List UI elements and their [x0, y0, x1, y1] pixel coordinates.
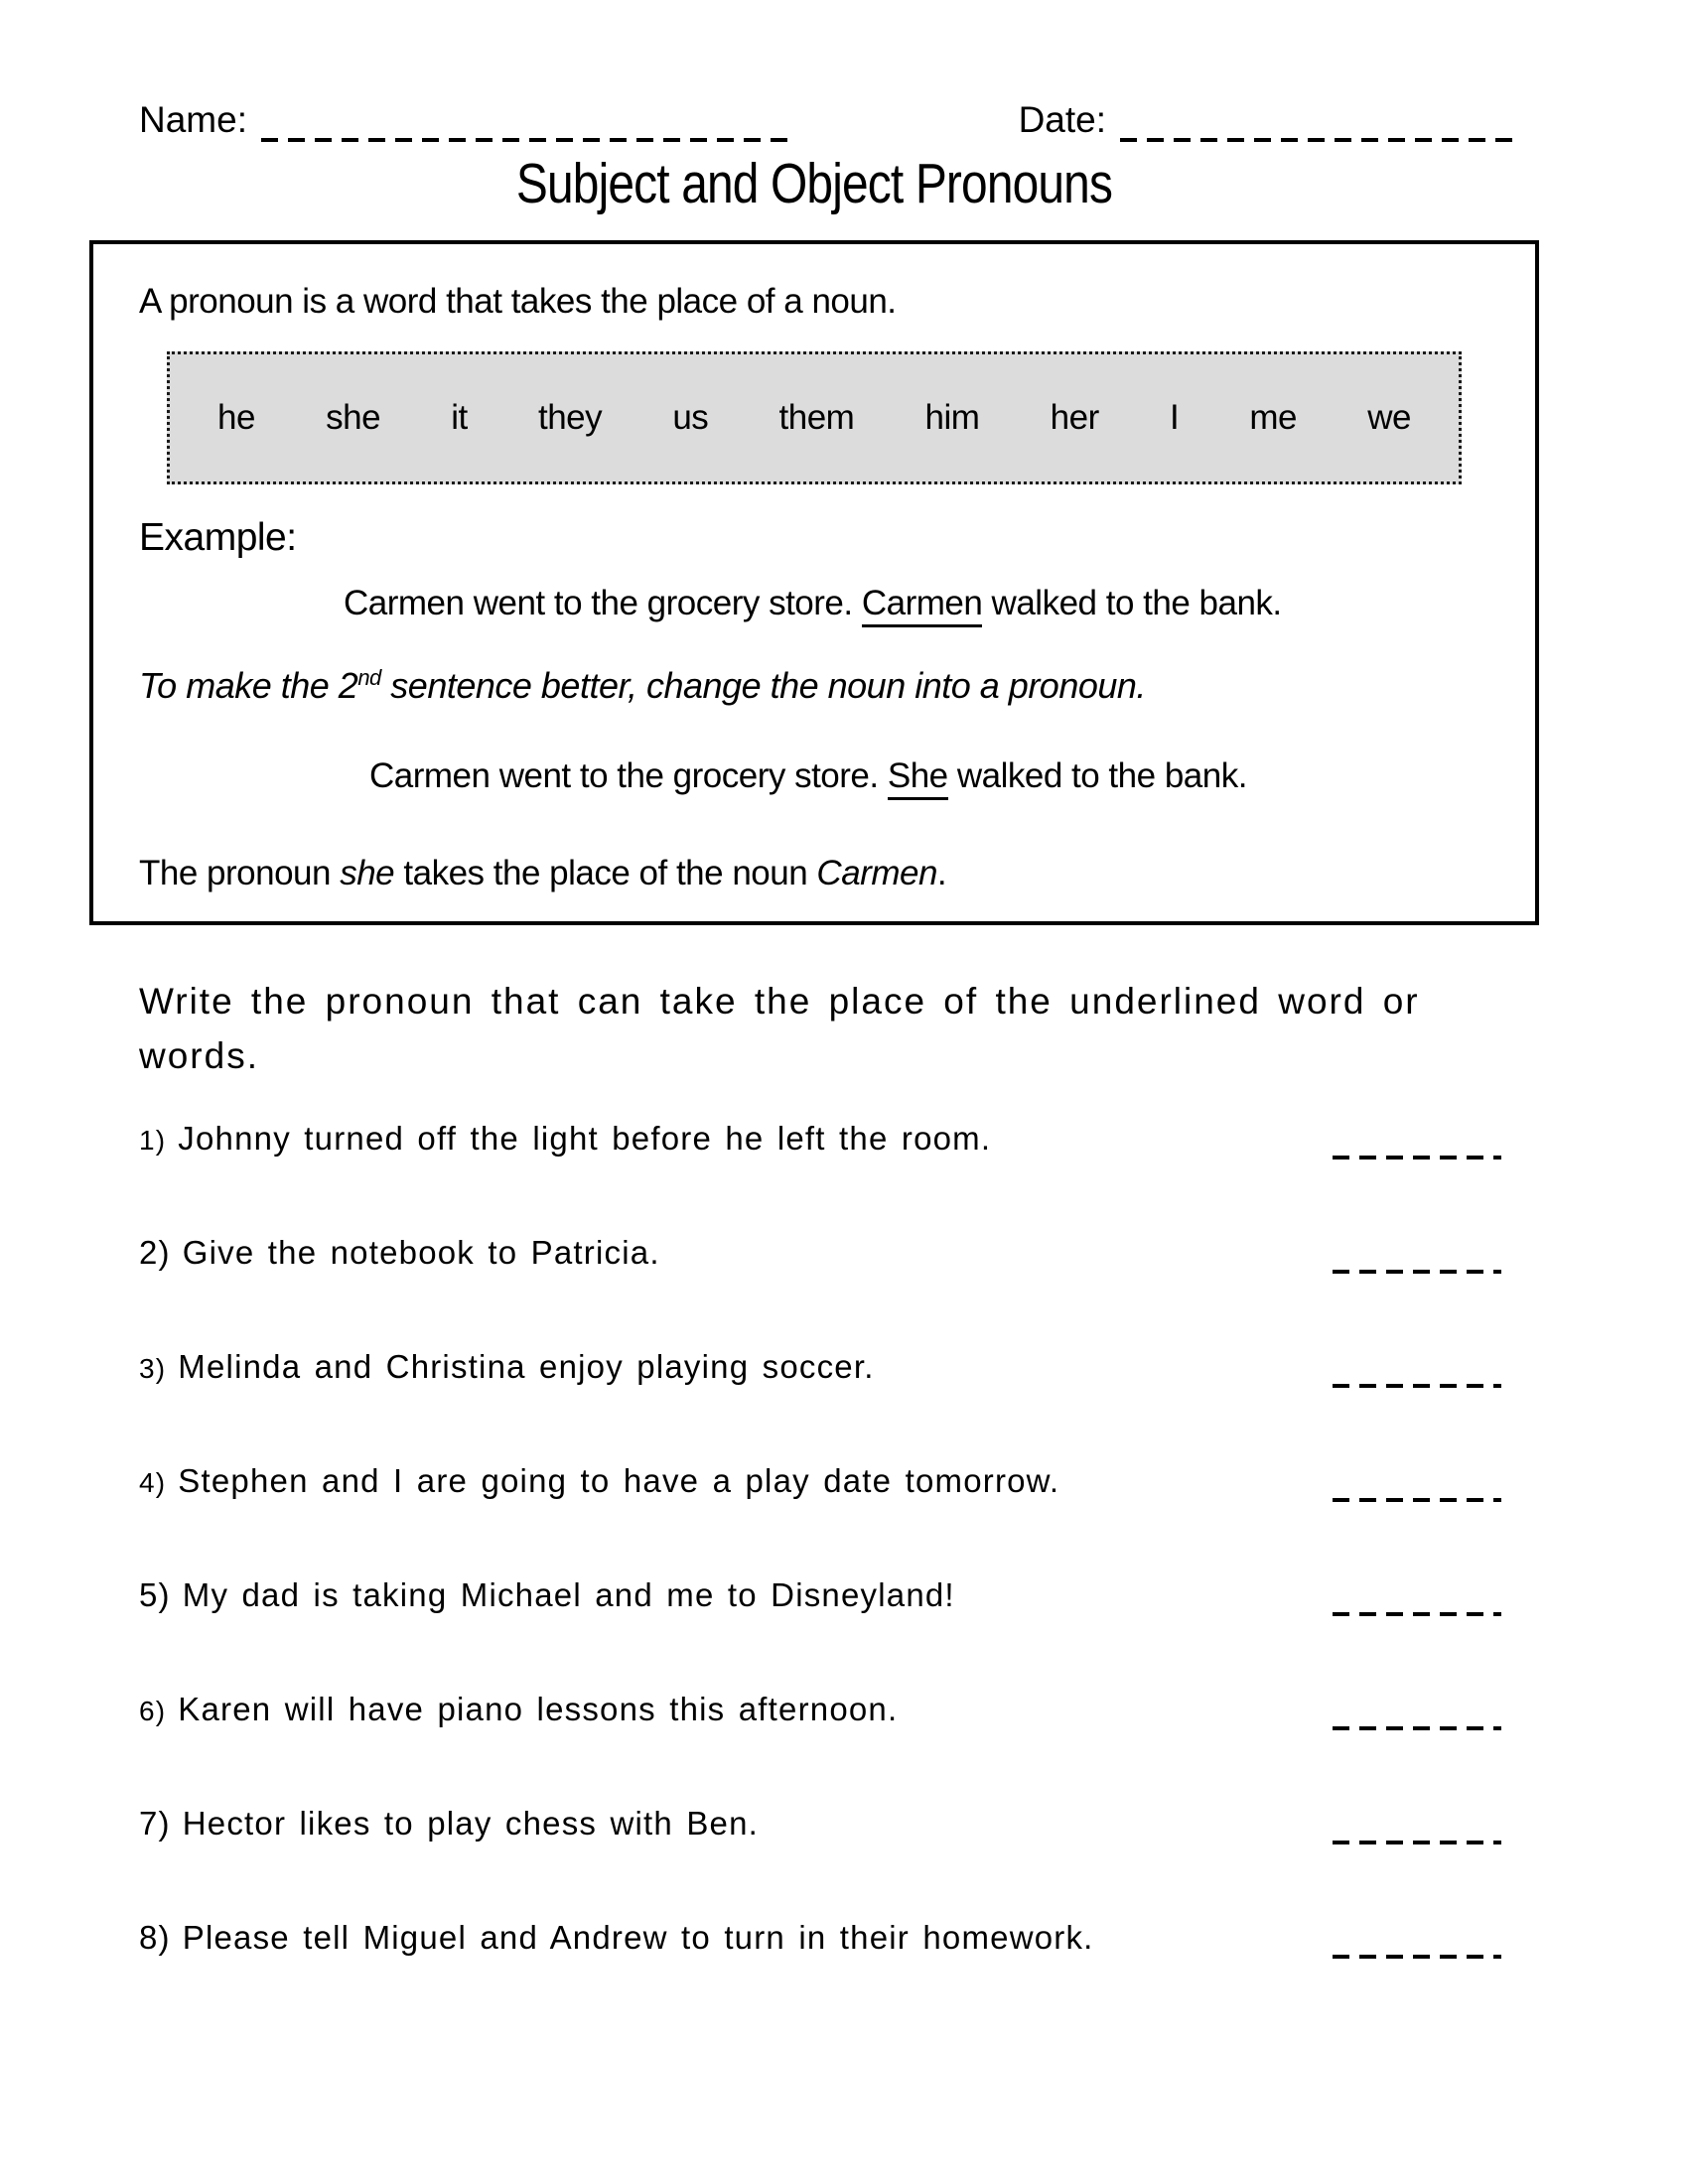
word-bank [167, 351, 1462, 484]
answer-blank[interactable] [1333, 1586, 1501, 1616]
question-row [139, 1234, 1501, 1272]
question-number: 6) [139, 1696, 167, 1726]
question-number: 5) [139, 1576, 171, 1613]
sentence-text: walked to the bank. [982, 584, 1282, 622]
question-sentence [139, 1691, 898, 1728]
conclusion-text: takes the place of the noun [394, 854, 817, 892]
word-bank-word: me [1249, 398, 1297, 437]
answer-blank[interactable] [1333, 1244, 1501, 1274]
question-number: 2) [139, 1234, 171, 1271]
header-row [139, 99, 1517, 141]
tip-text: To make the 2 [139, 665, 358, 706]
italic-word: she [340, 854, 395, 892]
question-row [139, 1805, 1501, 1843]
date-label: Date: [1018, 99, 1106, 140]
conclusion-text: . [936, 854, 947, 892]
page-title: Subject and Object Pronouns [515, 152, 1113, 215]
question-row [139, 1919, 1501, 1957]
question-sentence [139, 1234, 660, 1272]
word-bank-word: I [1169, 398, 1180, 437]
word-bank-word: her [1050, 398, 1099, 437]
question-row [139, 1120, 1501, 1158]
definition-box [89, 240, 1539, 925]
question-text: Give the notebook to [182, 1234, 531, 1271]
date-input-blank[interactable] [1120, 112, 1517, 142]
sentence-text: Carmen went to the grocery store. [369, 756, 888, 795]
underlined-word: Karen [178, 1691, 271, 1728]
example-sentence-1 [344, 584, 1489, 623]
answer-blank[interactable] [1333, 1815, 1501, 1844]
question-text: enjoy playing soccer. [525, 1348, 875, 1385]
underlined-word: Stephen and I [178, 1462, 403, 1500]
question-sentence [139, 1462, 1059, 1500]
instructions-text [139, 975, 1529, 1084]
underlined-word: Miguel and Andrew [363, 1919, 668, 1957]
word-bank-word: he [217, 398, 255, 437]
example-tip [139, 665, 1489, 707]
name-field [139, 99, 787, 141]
underlined-word: She [888, 756, 948, 800]
question-sentence [139, 1919, 1094, 1957]
pronoun-definition: A pronoun is a word that takes the place of a noun. [139, 282, 897, 321]
question-number: 4) [139, 1467, 167, 1498]
underlined-word: Melinda and Christina [178, 1348, 525, 1386]
word-bank-word: they [537, 398, 603, 437]
answer-blank[interactable] [1333, 1929, 1501, 1959]
conclusion-text: The pronoun [139, 854, 341, 892]
instructions-line: words. [139, 1034, 259, 1076]
word-bank-word: them [778, 398, 855, 437]
question-sentence [139, 1120, 991, 1158]
question-text: My dad is taking [182, 1576, 461, 1613]
question-number: 8) [139, 1919, 171, 1956]
answer-blank[interactable] [1333, 1130, 1501, 1160]
word-bank-word: we [1367, 398, 1411, 437]
example-label: Example: [139, 516, 297, 559]
instructions-line: Write the pronoun that can take the place of the underlined word or [139, 981, 1420, 1022]
example-sentence-2 [369, 756, 1489, 796]
question-text: turned off the light before he left the room. [290, 1120, 992, 1157]
italic-word: Carmen [816, 854, 937, 892]
sentence-text: Carmen went to the grocery store. [344, 584, 862, 622]
date-field [1019, 99, 1517, 141]
ordinal-superscript: nd [357, 665, 381, 690]
question-list [139, 1120, 1501, 1957]
word-bank-word: us [672, 398, 709, 437]
question-row [139, 1691, 1501, 1728]
tip-text: sentence better, change the noun into a pronoun. [380, 665, 1146, 706]
question-text: are going to have a play date tomorrow. [403, 1462, 1060, 1499]
sentence-text: walked to the bank. [947, 756, 1247, 795]
question-text: will have piano lessons this afternoon. [271, 1691, 899, 1727]
underlined-word: Johnny [178, 1120, 291, 1158]
underlined-word: Michael and me [461, 1576, 715, 1614]
underlined-word: Ben [686, 1805, 748, 1843]
question-text: to Disneyland! [714, 1576, 955, 1613]
question-sentence [139, 1576, 955, 1614]
answer-blank[interactable] [1333, 1358, 1501, 1388]
name-label: Name: [139, 99, 247, 140]
underlined-word: Carmen [862, 584, 982, 627]
question-text: Please tell [182, 1919, 363, 1956]
question-sentence [139, 1805, 759, 1843]
question-row [139, 1576, 1501, 1614]
question-row [139, 1462, 1501, 1500]
word-bank-word: she [326, 398, 381, 437]
name-input-blank[interactable] [261, 112, 787, 142]
question-text: . [649, 1234, 660, 1271]
question-number: 7) [139, 1805, 171, 1842]
question-number: 1) [139, 1125, 167, 1156]
question-text: Hector likes to play chess with [182, 1805, 687, 1842]
question-text: . [748, 1805, 760, 1842]
question-text: to turn in their homework. [667, 1919, 1094, 1956]
definition-conclusion [139, 854, 1489, 893]
word-bank-word: it [451, 398, 468, 437]
question-row [139, 1348, 1501, 1386]
underlined-word: Patricia [531, 1234, 650, 1272]
answer-blank[interactable] [1333, 1701, 1501, 1730]
question-number: 3) [139, 1353, 167, 1384]
question-sentence [139, 1348, 875, 1386]
word-bank-word: him [924, 398, 980, 437]
answer-blank[interactable] [1333, 1472, 1501, 1502]
